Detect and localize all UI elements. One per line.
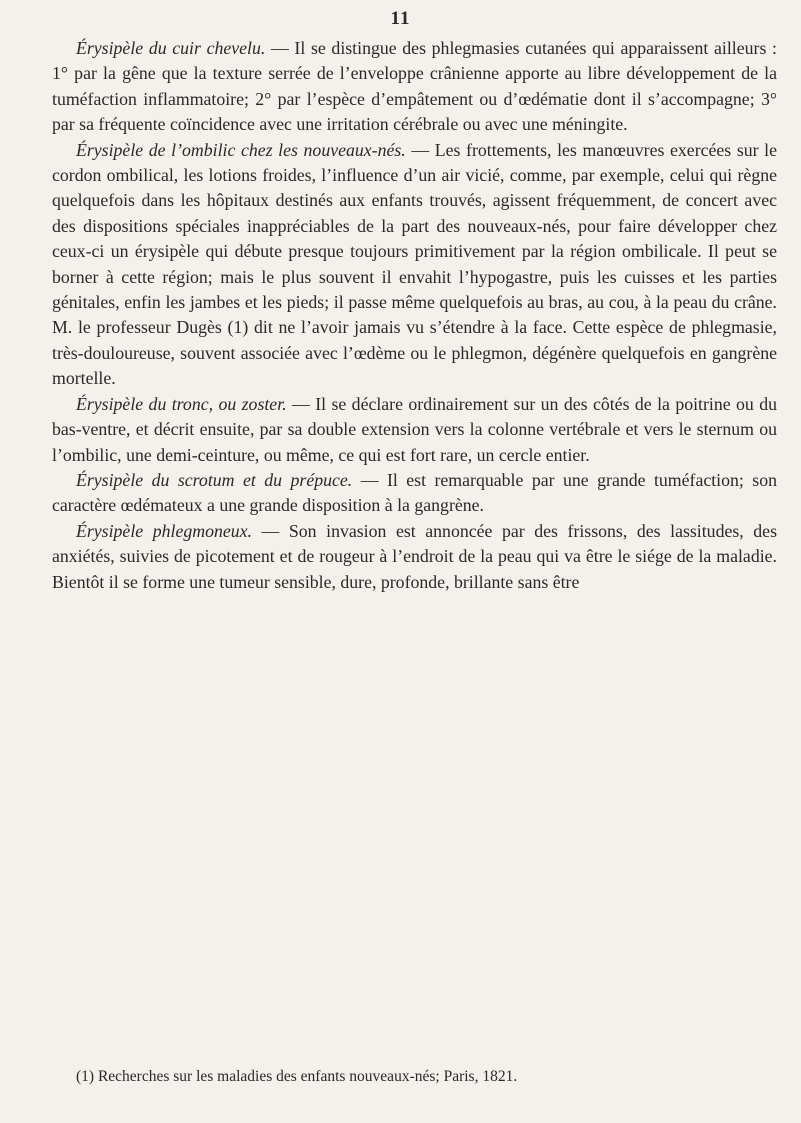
paragraph-title: Érysipèle du cuir chevelu. bbox=[76, 38, 266, 58]
paragraph-phlegmoneux bbox=[52, 519, 777, 595]
footnote bbox=[52, 1067, 777, 1087]
paragraph-body: — Il se distingue des phlegmasies cutanées qui apparaissent ailleurs : 1° par la gêne que la texture serrée de l’enveloppe crânienne apporte au libre développement de la tuméfaction inflammatoire; 2° par l’espèce d’empâtement ou d’œdématie dont il s’accompagne; 3° par sa fréquente coïncidence avec une irritation cérébrale ou avec une méningite. bbox=[52, 38, 777, 135]
paragraph-body: — Son invasion est annoncée par des frissons, des lassitudes, des anxiétés, suivies de picotement et de rougeur à l’endroit de la peau qui va être le siége de la maladie. Bientôt il se forme une tumeur sensible, dure, profonde, brillante sans être bbox=[52, 520, 777, 592]
paragraph-title: Érysipèle du tronc, ou zoster. bbox=[76, 393, 287, 414]
body-text bbox=[52, 36, 777, 595]
paragraph-title: Érysipèle du scrotum et du prépuce. bbox=[76, 469, 353, 490]
paragraph-title: Érysipèle phlegmoneux. bbox=[76, 520, 252, 541]
page-number: 11 bbox=[390, 8, 411, 29]
paragraph-body: — Il est remarquable par une grande tuméfaction; son caractère œdémateux a une grande disposition à la gangrène. bbox=[52, 469, 777, 516]
footnote-marker: (1) bbox=[76, 1068, 95, 1085]
paragraph-ombilic bbox=[52, 138, 777, 392]
paragraph-tronc bbox=[52, 392, 777, 468]
footnote-text: Recherches sur les maladies des enfants nouveaux-nés; Paris, 1821. bbox=[94, 1068, 518, 1085]
paragraph-scrotum bbox=[52, 468, 777, 519]
paragraph-body: — Il se déclare ordinairement sur un des côtés de la poitrine ou du bas-ventre, et décrit ensuite, par sa double extension vers la colonne vertébrale et vers le sternum ou l’ombilic, une demi-ceinture, ou même, ce qui est fort rare, un cercle entier. bbox=[52, 393, 777, 465]
paragraph-body: — Les frottements, les manœuvres exercées sur le cordon ombilical, les lotions froides, l’influence d’un air vicié, comme, par exemple, celui qui règne quelquefois dans les hôpitaux destinés aux enfants trouvés, agissent fréquemment, de concert avec des dispositions spéciales inappréciables de la part des nouveaux-nés, pour faire développer chez ceux-ci un érysipèle qui débute presque toujours primitivement par la région ombilicale. Il peut se borner à cette région; mais le plus souvent il envahit l’hypogastre, puis les cuisses et les parties génitales, enfin les jambes et les pieds; il passe même quelquefois au bras, au cou, à la peau du crâne. M. le professeur Dugès (1) dit ne l’avoir jamais vu s’étendre à la face. Cette espèce de phlegmasie, très-douloureuse, souvent associée avec l’œdème ou le phlegmon, dégénère quelquefois en gangrène mortelle. bbox=[52, 139, 778, 389]
paragraph-title: Érysipèle de l’ombilic chez les nouveaux-nés. bbox=[76, 139, 406, 160]
paragraph-cuir-chevelu bbox=[52, 36, 777, 138]
